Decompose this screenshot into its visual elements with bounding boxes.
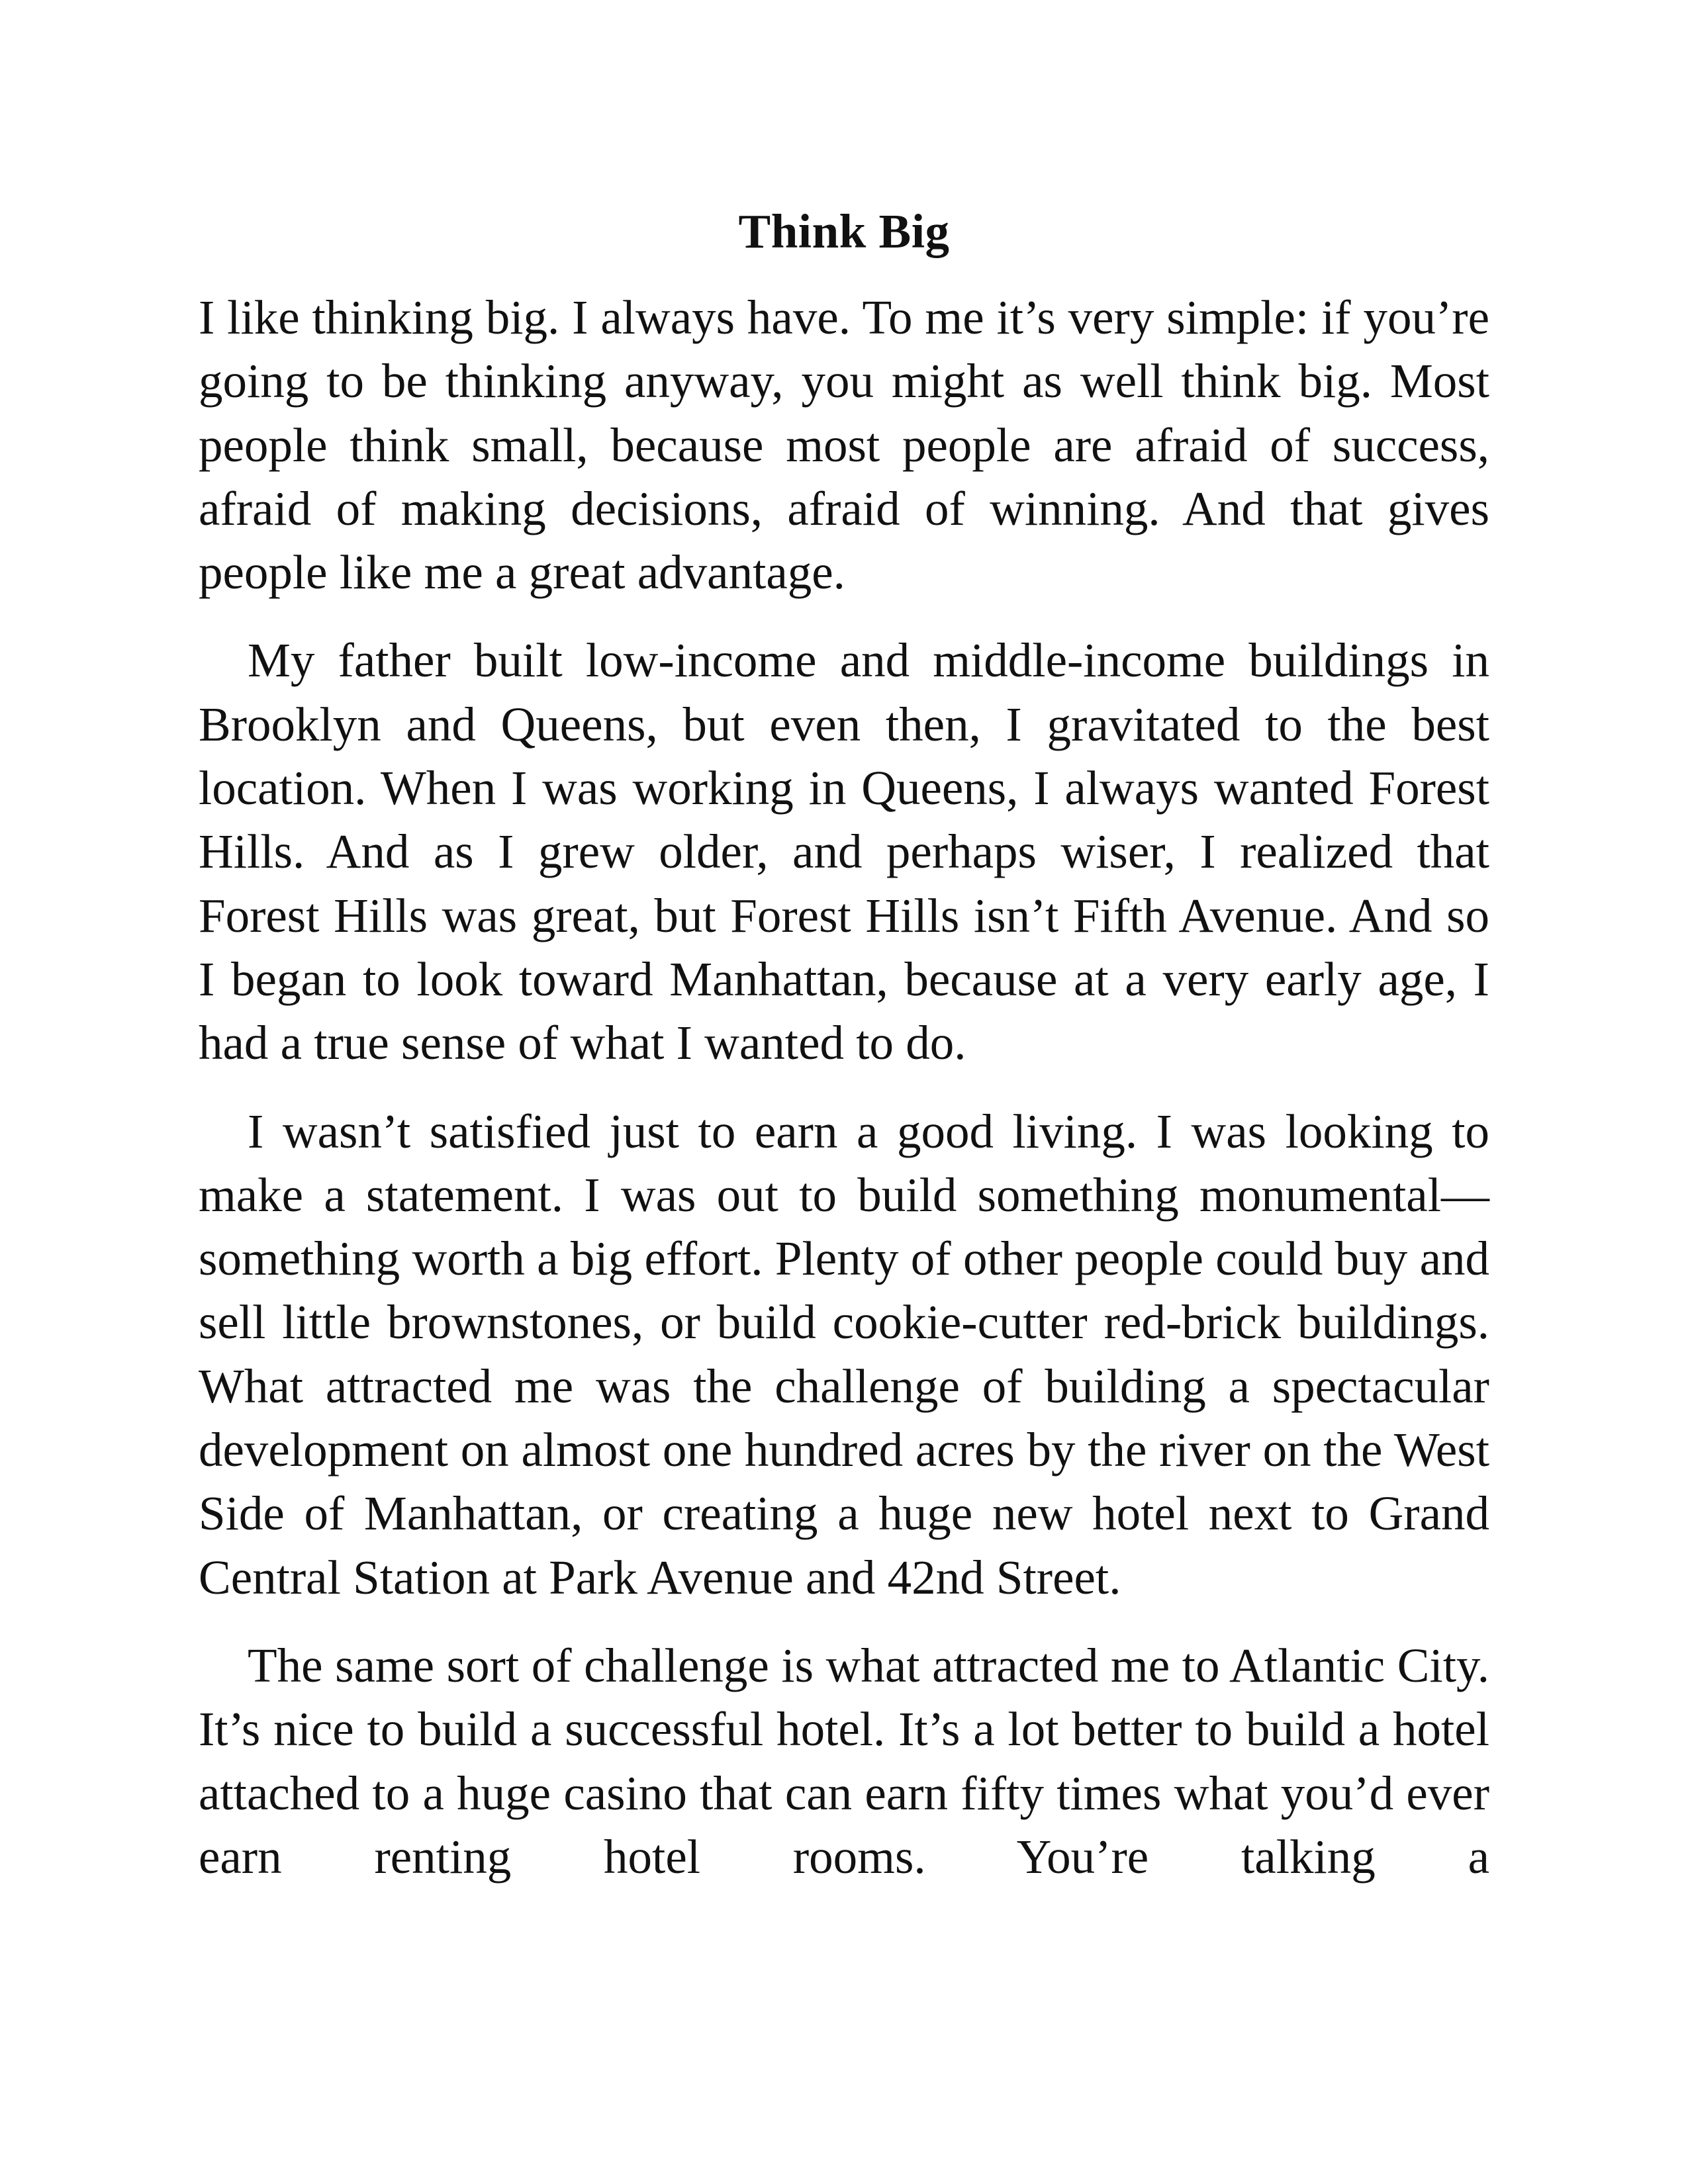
paragraph-1: I like thinking big. I always have. To me it’s very simple: if you’re going to be thinking anyway, you might as well think big. Most people think small, because most people are afraid of success, afraid of making decisions, afraid of winning. And that gives people like me a great advantage.	[199, 291, 1489, 600]
page-content	[199, 192, 1489, 1889]
page-title: Think Big	[738, 205, 950, 258]
paragraph-4: The same sort of challenge is what attracted me to Atlantic City. It’s nice to build a successful hotel. It’s a lot better to build a hotel attached to a huge casino that can earn fifty times what you’d ever earn renting hotel rooms. You’re talking a	[199, 1638, 1489, 1884]
paragraph-2: My father built low-income and middle-income buildings in Brooklyn and Queens, but even then, I gravitated to the best location. When I was working in Queens, I always wanted Forest Hills. And as I grew older, and perhaps wiser, I realized that Forest Hills was great, but Forest Hills isn’t Fifth Avenue. And so I began to look toward Manhattan, because at a very early age, I had a true sense of what I wanted to do.	[199, 633, 1489, 1070]
paragraph-3: I wasn’t satisfied just to earn a good living. I was looking to make a statement. I was out to build something monumental—something worth a big effort. Plenty of other people could buy and sell little brownstones, or build cookie-cutter red-brick buildings. What attracted me was the challenge of building a spectacular development on almost one hundred acres by the river on the West Side of Manhattan, or creating a huge new hotel next to Grand Central Station at Park Avenue and 42nd Street.	[199, 1104, 1489, 1604]
